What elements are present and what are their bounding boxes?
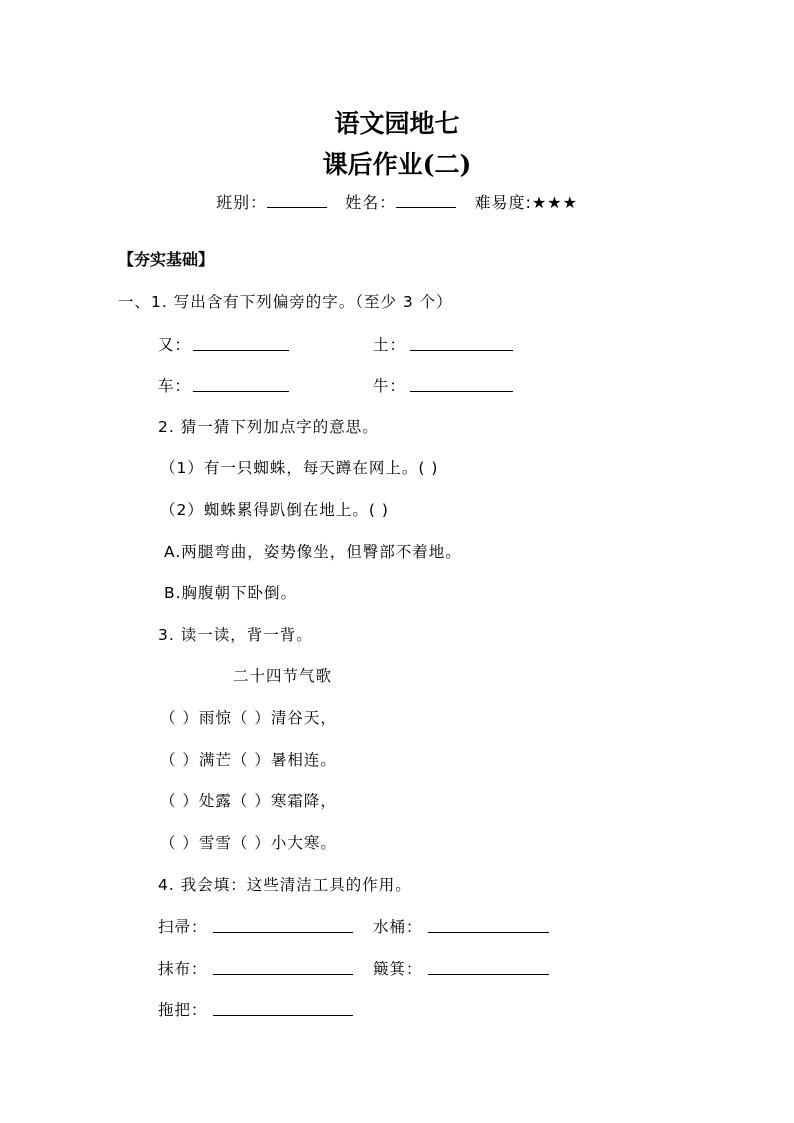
q4-item-label: 水桶： (373, 918, 423, 936)
poem-title: 二十四节气歌 (233, 667, 333, 685)
q1-item-label: 又： (158, 336, 192, 354)
page-subtitle: 课后作业(二) (322, 150, 472, 179)
q4-answer-line[interactable] (428, 932, 549, 933)
class-label: 班别： (216, 193, 268, 212)
name-field[interactable] (396, 193, 456, 208)
poem-line: （ ）处露（ ）寒霜降， (160, 792, 337, 810)
q1-answer-line[interactable] (410, 391, 513, 392)
q4-item-label: 抹布： (158, 960, 208, 978)
q4-prompt: 4. 我会填：这些清洁工具的作用。 (158, 876, 412, 894)
q1-prompt: 一、1. 写出含有下列偏旁的字。（至少 3 个） (118, 293, 453, 311)
q2-sentence-2: （2）蜘蛛累得趴倒在地上。( ) (160, 501, 389, 519)
q1-answer-line[interactable] (193, 350, 289, 351)
q3-prompt: 3. 读一读，背一背。 (158, 626, 313, 644)
q4-answer-line[interactable] (428, 974, 549, 975)
poem-line: （ ）满芒（ ）暑相连。 (160, 751, 337, 769)
page-title: 语文园地七 (334, 109, 460, 138)
poem-line: （ ）雨惊（ ）清谷天， (160, 709, 337, 727)
q2-option-a: A.两腿弯曲，姿势像坐，但臀部不着地。 (164, 543, 462, 561)
difficulty-label: 难易度: (474, 193, 532, 212)
q4-item-label: 簸箕： (373, 960, 423, 978)
class-field[interactable] (267, 193, 327, 208)
q2-sentence-1: （1）有一只蜘蛛，每天蹲在网上。( ) (160, 459, 439, 477)
info-row (0, 190, 794, 213)
name-label: 姓名： (345, 193, 397, 212)
section-title: 【夯实基础】 (118, 250, 215, 269)
q4-item-label: 扫帚： (158, 918, 208, 936)
q1-item-label: 牛： (373, 377, 407, 395)
q1-answer-line[interactable] (193, 391, 289, 392)
q1-answer-line[interactable] (410, 350, 513, 351)
q2-prompt: 2. 猜一猜下列加点字的意思。 (158, 418, 379, 436)
q4-item-label: 拖把： (158, 1001, 208, 1019)
q4-answer-line[interactable] (213, 974, 353, 975)
q1-item-label: 土： (373, 336, 407, 354)
q1-item-label: 车： (158, 377, 192, 395)
q2-option-b: B.胸腹朝下卧倒。 (164, 584, 298, 602)
poem-line: （ ）雪雪（ ）小大寒。 (160, 834, 337, 852)
q4-answer-line[interactable] (213, 1015, 353, 1016)
q4-answer-line[interactable] (213, 932, 353, 933)
difficulty-stars: ★★★ (531, 193, 578, 212)
